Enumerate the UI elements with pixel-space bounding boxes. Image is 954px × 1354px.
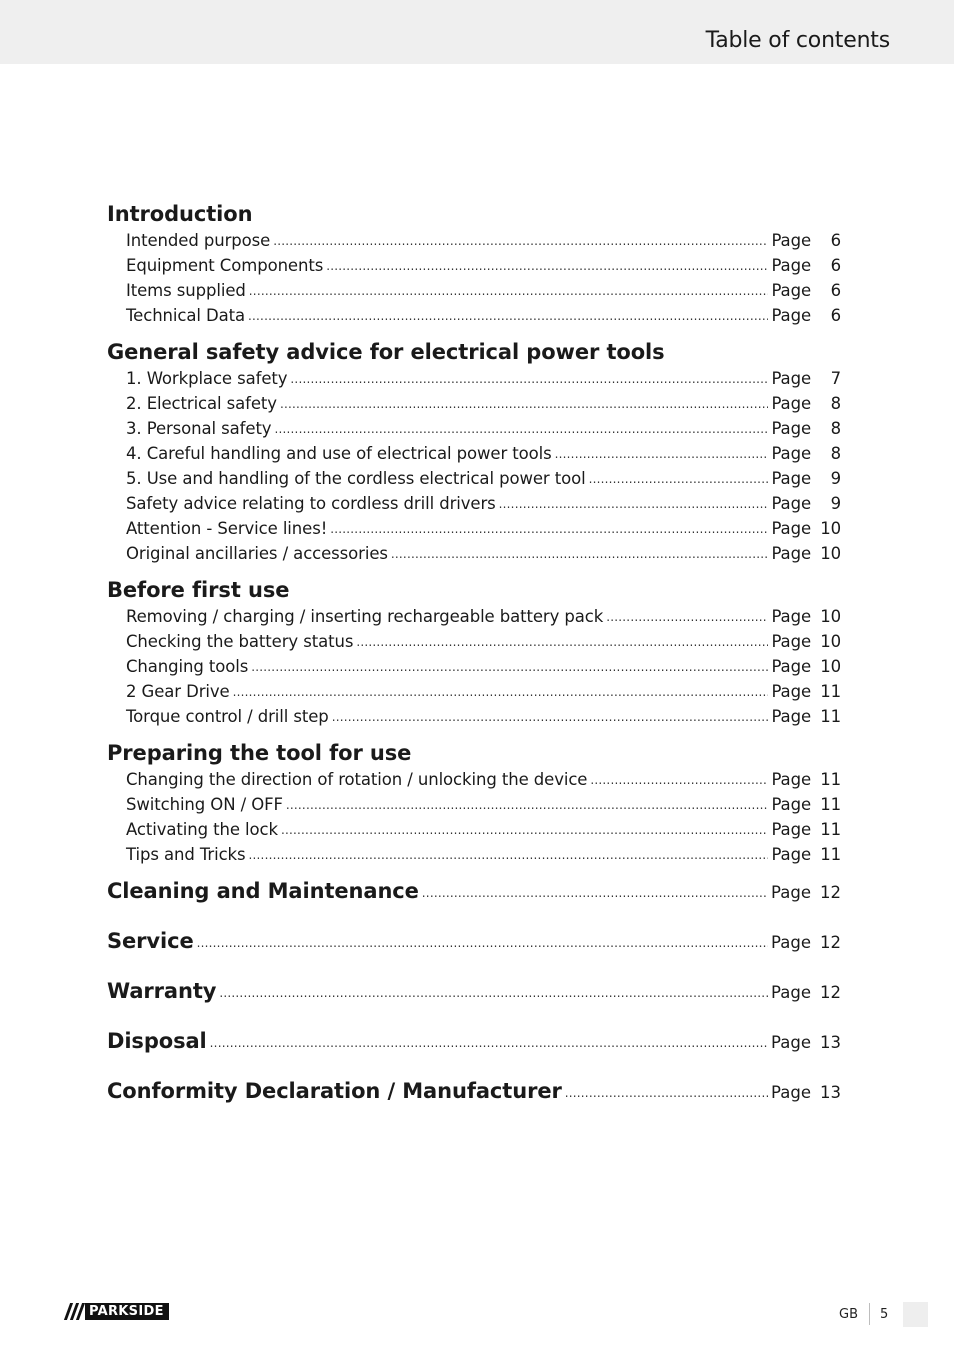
section-heading[interactable]: Introduction	[107, 202, 253, 226]
entry-page-number: 12	[820, 983, 841, 1002]
dot-leader	[251, 653, 768, 680]
dot-leader	[274, 415, 768, 442]
entry-page-word: Page	[771, 419, 811, 438]
dot-leader	[197, 928, 768, 957]
entry-page-word: Page	[771, 632, 811, 651]
toc-entry[interactable]	[107, 654, 841, 679]
dot-leader	[286, 791, 769, 818]
entry-page-number: 11	[820, 795, 841, 814]
dot-leader	[210, 1028, 768, 1057]
entry-label: 5. Use and handling of the cordless electrical power tool	[126, 469, 586, 488]
entry-page-word: Page	[771, 369, 811, 388]
entry-page-word: Page	[771, 306, 811, 325]
toc-entry[interactable]	[107, 516, 841, 541]
toc-entry[interactable]	[107, 466, 841, 491]
entry-page-word: Page	[771, 444, 811, 463]
dot-leader	[589, 465, 769, 492]
dot-leader	[330, 515, 768, 542]
heading-entry-label: Disposal	[107, 1029, 207, 1053]
entry-page-number: 11	[820, 845, 841, 864]
entry-page-word: Page	[771, 933, 811, 952]
toc-heading-entry-service[interactable]	[107, 927, 841, 977]
dot-leader	[281, 816, 768, 843]
dot-leader	[290, 365, 768, 392]
entry-label: Removing / charging / inserting rechargeable battery pack	[126, 607, 604, 626]
dot-leader	[391, 540, 769, 567]
entry-label: 1. Workplace safety	[126, 369, 288, 388]
entry-label: Safety advice relating to cordless drill drivers	[126, 494, 496, 513]
dot-leader	[248, 302, 768, 329]
footer-divider	[869, 1303, 870, 1325]
entry-page-number: 6	[830, 231, 841, 250]
entry-label: Equipment Components	[126, 256, 324, 275]
entry-page-number: 10	[820, 607, 841, 626]
entry-page-word: Page	[771, 544, 811, 563]
entry-page-number: 12	[820, 933, 841, 952]
entry-page-number: 11	[820, 707, 841, 726]
entry-page-number: 6	[830, 306, 841, 325]
entry-page-word: Page	[771, 795, 811, 814]
entry-page-word: Page	[771, 231, 811, 250]
entry-page-number: 8	[830, 444, 841, 463]
toc-entry[interactable]	[107, 278, 841, 303]
entry-label: Items supplied	[126, 281, 246, 300]
dot-leader	[249, 277, 769, 304]
entry-label: Attention - Service lines!	[126, 519, 328, 538]
entry-page-number: 10	[820, 657, 841, 676]
dot-leader	[606, 603, 768, 630]
entry-label: Changing tools	[126, 657, 249, 676]
toc-entry[interactable]	[107, 303, 841, 328]
dot-leader	[280, 390, 768, 417]
entry-page-word: Page	[771, 519, 811, 538]
entry-label: Torque control / drill step	[126, 707, 329, 726]
toc-entry[interactable]	[107, 767, 841, 792]
entry-page-number: 10	[820, 519, 841, 538]
language-code: GB	[839, 1307, 858, 1322]
entry-page-number: 6	[830, 256, 841, 275]
entry-page-word: Page	[771, 281, 811, 300]
entry-label: Tips and Tricks	[126, 845, 246, 864]
entry-page-word: Page	[771, 883, 811, 902]
dot-leader	[249, 841, 769, 868]
heading-entry-label: Service	[107, 929, 194, 953]
entry-page-number: 9	[830, 469, 841, 488]
section-heading[interactable]: Preparing the tool for use	[107, 741, 412, 765]
toc-entry[interactable]	[107, 792, 841, 817]
page-title: Table of contents	[705, 28, 890, 53]
toc-entry[interactable]	[107, 441, 841, 466]
entry-page-number: 13	[820, 1083, 841, 1102]
dot-leader	[565, 1078, 768, 1107]
toc-entry[interactable]	[107, 541, 841, 566]
entry-page-word: Page	[771, 494, 811, 513]
toc-entry[interactable]	[107, 228, 841, 253]
toc-entry[interactable]	[107, 604, 841, 629]
entry-page-number: 10	[820, 544, 841, 563]
heading-entry-label: Warranty	[107, 979, 217, 1003]
entry-page-word: Page	[771, 983, 811, 1002]
toc-heading-entry-conformity[interactable]	[107, 1077, 841, 1127]
entry-page-word: Page	[771, 1083, 811, 1102]
dot-leader	[332, 703, 769, 730]
entry-page-word: Page	[771, 1033, 811, 1052]
entry-label: Technical Data	[126, 306, 246, 325]
entry-page-number: 11	[820, 770, 841, 789]
toc-entry[interactable]	[107, 491, 841, 516]
toc-entry[interactable]	[107, 842, 841, 867]
toc-section-preparing-tool	[107, 739, 841, 867]
entry-page-word: Page	[771, 657, 811, 676]
heading-entry-label: Cleaning and Maintenance	[107, 879, 419, 903]
section-heading[interactable]: Before first use	[107, 578, 290, 602]
entry-label: 4. Careful handling and use of electrical power tools	[126, 444, 552, 463]
toc-entry[interactable]	[107, 416, 841, 441]
entry-page-number: 7	[830, 369, 841, 388]
dot-leader	[273, 227, 768, 254]
logo-stripes-icon	[64, 1303, 84, 1320]
entry-label: 2. Electrical safety	[126, 394, 277, 413]
toc-section-introduction	[107, 200, 841, 328]
entry-page-word: Page	[771, 256, 811, 275]
entry-label: Checking the battery status	[126, 632, 354, 651]
entry-page-number: 10	[820, 632, 841, 651]
toc-entry[interactable]	[107, 704, 841, 729]
entry-label: Intended purpose	[126, 231, 271, 250]
entry-page-number: 12	[820, 883, 841, 902]
entry-label: Switching ON / OFF	[126, 795, 283, 814]
dot-leader	[499, 490, 769, 517]
section-heading[interactable]: General safety advice for electrical power tools	[107, 340, 665, 364]
entry-page-number: 8	[830, 394, 841, 413]
entry-label: Activating the lock	[126, 820, 278, 839]
footer-tab-marker	[903, 1302, 928, 1327]
entry-page-word: Page	[771, 682, 811, 701]
entry-label: 3. Personal safety	[126, 419, 272, 438]
toc-entry[interactable]	[107, 253, 841, 278]
toc-section-before-first-use	[107, 576, 841, 729]
dot-leader	[326, 252, 768, 279]
dot-leader	[219, 978, 768, 1007]
toc-heading-entry-warranty[interactable]	[107, 977, 841, 1027]
entry-page-number: 11	[820, 682, 841, 701]
toc-section-general-safety	[107, 338, 841, 566]
toc-entry[interactable]	[107, 817, 841, 842]
entry-label: 2 Gear Drive	[126, 682, 230, 701]
toc-heading-entry-cleaning[interactable]	[107, 877, 841, 927]
page-number: 5	[880, 1307, 889, 1322]
entry-page-number: 6	[830, 281, 841, 300]
dot-leader	[590, 766, 768, 793]
entry-page-number: 9	[830, 494, 841, 513]
table-of-contents	[107, 200, 841, 1127]
entry-page-word: Page	[771, 469, 811, 488]
entry-page-number: 11	[820, 820, 841, 839]
heading-entry-label: Conformity Declaration / Manufacturer	[107, 1079, 562, 1103]
parkside-logo	[64, 1303, 177, 1320]
toc-entry[interactable]	[107, 391, 841, 416]
entry-label: Changing the direction of rotation / unlocking the device	[126, 770, 588, 789]
dot-leader	[356, 628, 768, 655]
toc-entry[interactable]	[107, 629, 841, 654]
dot-leader	[555, 440, 769, 467]
entry-page-word: Page	[771, 607, 811, 626]
entry-page-number: 13	[820, 1033, 841, 1052]
entry-page-word: Page	[771, 394, 811, 413]
entry-page-word: Page	[771, 707, 811, 726]
entry-page-word: Page	[771, 770, 811, 789]
toc-entry[interactable]	[107, 679, 841, 704]
entry-page-word: Page	[771, 845, 811, 864]
entry-page-word: Page	[771, 820, 811, 839]
toc-entry[interactable]	[107, 366, 841, 391]
toc-heading-entry-disposal[interactable]	[107, 1027, 841, 1077]
entry-label: Original ancillaries / accessories	[126, 544, 388, 563]
entry-page-number: 8	[830, 419, 841, 438]
dot-leader	[422, 878, 768, 907]
brand-wordmark: PARKSIDE	[85, 1303, 169, 1320]
dot-leader	[233, 678, 769, 705]
